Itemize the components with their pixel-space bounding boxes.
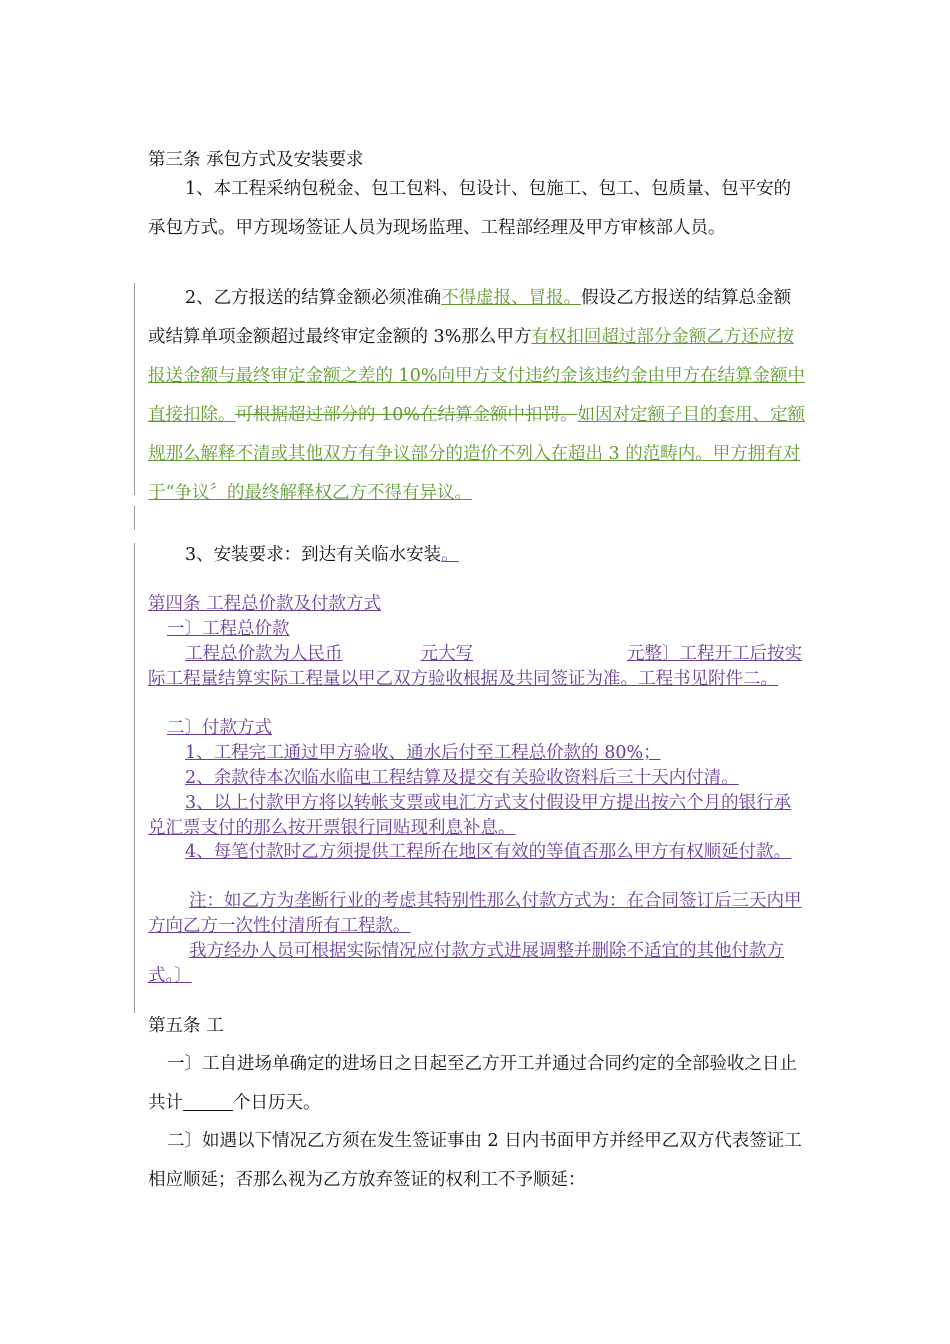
item2-insert-2: 有权扣回超过部分金额乙方还应按报送金额与最终审定金额之差的 10%向甲方支付违约金该违约金由甲方在结算金额中直接扣除。 — [148, 327, 805, 425]
pay2-text: 2、余款待本次临水临电工程结算及提交有关验收资料后三十天内付清。 — [185, 768, 739, 788]
price-text-c: 元整〕工程开工后按实际工程量结算实际工程量以甲乙双方验收根据及共同签证为准。工程书见附件二。 — [148, 644, 802, 689]
pay-item-4 — [148, 840, 808, 865]
item2-insert-1: 不得虚报、冒报。 — [441, 288, 582, 308]
payment-note-2 — [148, 939, 808, 988]
article5-title: 第五条 工 — [148, 1016, 224, 1036]
days-blank — [183, 1093, 233, 1112]
pay-item-1 — [148, 741, 808, 766]
article4-title-b: 条 工程总价款及付款方式 — [183, 594, 382, 614]
article5-para2: 二〕如遇以下情况乙方须在发生签证事由 2 日内书面甲方并经甲乙双方代表签证工相应顺延；否那么视为乙方放弃签证的权利工不予顺延： — [148, 1131, 802, 1190]
note2-text: 我方经办人员可根据实际情况应付款方式进展调整并删除不适宜的其他付款方式。〕 — [148, 941, 784, 986]
pay-item-3 — [148, 791, 808, 840]
payment-note-1 — [148, 889, 808, 938]
note1-text: 注：如乙方为垄断行业的考虑其特别性那么付款方式为：在合同签订后三天内甲方向乙方一次性付清所有工程款。 — [148, 891, 802, 936]
pay-item-2 — [148, 766, 808, 791]
article4-price — [148, 642, 808, 691]
article3-item1: 1、本工程采纳包税金、包工包料、包设计、包施工、包工、包质量、包平安的承包方式。甲方现场签证人员为现场监理、工程部经理及甲方审核部人员。 — [148, 179, 792, 238]
change-bar — [134, 506, 135, 530]
para1-text-b: 个日历天。 — [233, 1093, 321, 1113]
sub2-text: 二〕付款方式 — [167, 718, 272, 738]
article4-sub1 — [148, 617, 808, 642]
item2-text-a: 2、乙方报送的结算金额必须准确 — [185, 288, 442, 308]
pay3-text: 3、以上付款甲方将以转帐支票或电汇方式支付假设甲方提出按六个月的银行承兑汇票支付的那么按开票银行同贴现利息补息。 — [148, 793, 792, 838]
article4-sub2 — [148, 716, 808, 741]
item3-text: 3、安装要求：到达有关临水安装 — [185, 545, 442, 565]
article3-item3 — [148, 536, 808, 575]
price-text-a: 工程总价款为人民币 — [185, 644, 343, 664]
pay1-text: 1、工程完工通过甲方验收、通水后付至工程总价款的 80%； — [185, 743, 661, 763]
article5-para1 — [148, 1045, 808, 1123]
item3-insert: 。 — [441, 545, 459, 565]
price-text-b: 元大写 — [420, 644, 473, 664]
change-bar — [134, 543, 135, 1013]
article4-title-a: 第四 — [148, 594, 183, 614]
article3-item2 — [148, 279, 808, 513]
sub1-text: 一〕工程总价款 — [167, 619, 290, 639]
item2-text-b: 假设乙方报送的结算总金额或结算单项金额超过最终审定金额的 3%那么甲方 — [148, 288, 792, 347]
change-bar — [134, 283, 135, 495]
article4-title — [148, 592, 808, 617]
item2-insert-3: 如因对定额子目的套用、定额规那么解释不清或其他双方有争议部分的造价不列入在超出 3 的范畴内。甲方拥有对于“争议〞的最终解释权乙方不得有异议。 — [148, 405, 805, 503]
article3-title: 第三条 承包方式及安装要求 — [148, 150, 364, 170]
item2-deleted: 可根据超过部分的 10%在结算金额中扣罚。 — [235, 405, 578, 425]
para1-text-a: 一〕工自进场单确定的进场日之日起至乙方开工并通过合同约定的全部验收之日止共计 — [148, 1054, 797, 1113]
pay4-text: 4、每笔付款时乙方须提供工程所在地区有效的等值否那么甲方有权顺延付款。 — [185, 842, 792, 862]
